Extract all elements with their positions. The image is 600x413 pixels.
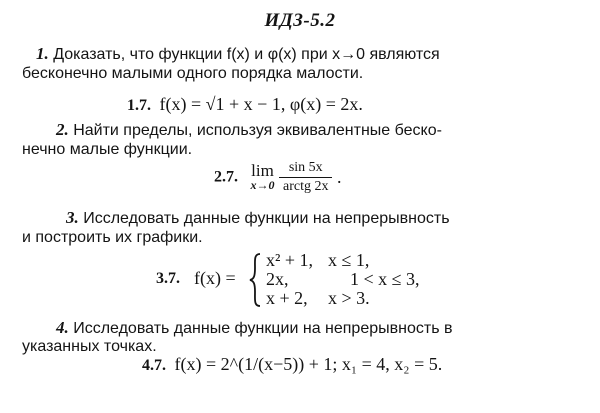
limit-label: lim	[251, 160, 274, 180]
task-2-number: 2.	[56, 120, 69, 139]
task-4-formula	[142, 354, 442, 375]
task-1-formula-number: 1.7.	[127, 97, 151, 114]
task-4-number: 4.	[56, 318, 69, 337]
case-2-condition: 1 < x ≤ 3,	[350, 269, 420, 289]
task-4-statement	[56, 318, 452, 339]
left-brace-icon	[248, 252, 262, 308]
task-2-formula	[214, 160, 341, 204]
task-1-statement	[36, 44, 440, 65]
task-1-formula	[127, 94, 363, 115]
task-3-text-line-2: и построить их графики.	[22, 229, 203, 246]
task-2-text-line-1: Найти пределы, используя эквивалентные беско-	[73, 122, 442, 139]
task-1-text-line-1: Доказать, что функции f(x) и φ(x) при x→0 являются	[53, 46, 440, 63]
task-3-text-line-1: Исследовать данные функции на непрерывность	[83, 210, 450, 227]
task-4-text-line-2: указанных точках.	[22, 338, 157, 355]
task-3-formula-number: 3.7.	[156, 270, 180, 287]
task-1-number: 1.	[36, 44, 49, 63]
fraction-denominator: arctg 2x	[283, 179, 329, 194]
task-1-formula-expression: f(x) = √1 + x − 1, φ(x) = 2x.	[159, 94, 363, 114]
fraction-numerator: sin 5x	[279, 160, 332, 178]
task-2-statement	[56, 120, 442, 141]
case-1-expression: x² + 1,	[266, 250, 314, 270]
case-1-condition: x ≤ 1,	[328, 250, 370, 270]
limit-fraction	[279, 160, 332, 195]
task-3-piecewise-formula	[156, 250, 446, 310]
page-title: ИДЗ-5.2	[264, 10, 336, 31]
case-3-condition: x > 3.	[328, 288, 370, 308]
task-3-statement	[66, 208, 450, 229]
task-2-formula-number: 2.7.	[214, 168, 238, 186]
formula-end-dot: .	[336, 167, 342, 187]
limit-subscript: x→0	[250, 177, 275, 192]
case-3-expression: x + 2,	[266, 288, 308, 308]
task-4-text-line-1: Исследовать данные функции на непрерывность в	[73, 320, 453, 337]
task-4-formula-number: 4.7.	[142, 357, 166, 374]
task-4-formula-expression: f(x) = 2^(1/(x−5)) + 1; x₁ = 4, x₂ = 5.	[174, 354, 443, 374]
case-2-expression: 2x,	[266, 269, 289, 289]
piecewise-lhs: f(x) =	[194, 268, 236, 288]
task-3-number: 3.	[66, 208, 79, 227]
task-1-text-line-2: бесконечно малыми одного порядка малости.	[22, 65, 364, 82]
task-2-text-line-2: нечно малые функции.	[22, 141, 193, 158]
limit-operator	[250, 160, 275, 193]
